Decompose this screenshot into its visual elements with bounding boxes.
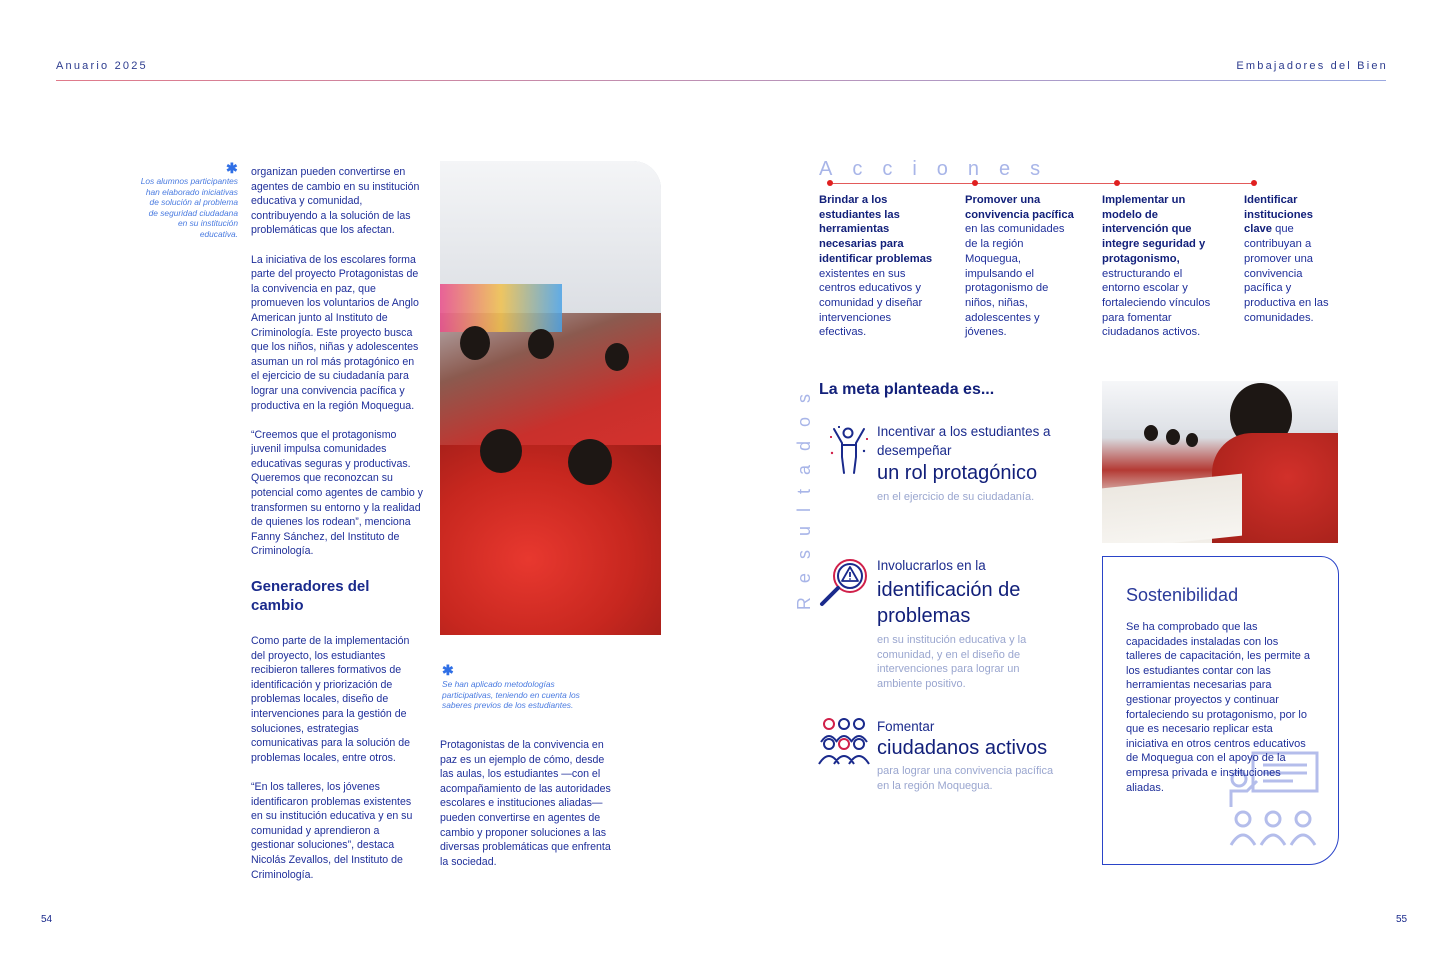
sostenibilidad-box <box>1102 556 1339 865</box>
accion-item: Brindar a los estudiantes las herramientas necesarias para identificar problemas existentes en sus centros educativos y comunidad y diseñar intervenciones efectivas. <box>819 194 933 339</box>
asterisk-icon: ✱ <box>226 160 238 176</box>
header-left: Anuario 2025 <box>56 60 148 72</box>
celebrating-person-icon <box>824 423 872 479</box>
asterisk-icon: ✱ <box>442 662 454 678</box>
acciones-timeline <box>828 183 1256 184</box>
paragraph: “Creemos que el protagonismo juvenil impulsa comunidades educativas seguras y productivas. Queremos que reconozcan su potencial como agentes de cambio y transformen su entorno y la realidad de quienes los rodean”, menciona Fanny Sánchez, del Instituto de Criminología. <box>251 428 423 558</box>
page-number-right: 55 <box>1396 914 1408 925</box>
students-photo <box>440 161 661 635</box>
acciones-title: Acciones <box>819 158 1061 180</box>
timeline-dot <box>1251 180 1257 186</box>
paragraph: La iniciativa de los escolares forma parte del proyecto Protagonistas de la convivencia en paz, que promueven los voluntarios de Anglo American junto al Instituto de Criminología. Este proyecto busca que los niños, niñas y adolescentes asuman un rol más protagónico en el ejercicio de su ciudadanía para lograr una convivencia pacífica y productiva en la región Moquegua. <box>251 253 419 412</box>
paragraph: “En los talleres, los jóvenes identificaron problemas existentes en su institución educativa y en su comunidad y aprendieron a gestionar soluciones”, destaca Nicolás Zevallos, del Instituto de Criminología. <box>251 780 413 881</box>
left-column-1b <box>251 634 425 897</box>
header-rule <box>56 80 1386 81</box>
resultado-item: Fomentar ciudadanos activos para lograr una convivencia pacífica en la región Moquegua. <box>877 719 1054 792</box>
magnifier-warning-icon <box>816 556 872 610</box>
resultado-item: Incentivar a los estudiantes a desempeñar un rol protagónico en el ejercicio de su ciudadanía. <box>877 424 1051 503</box>
side-note: Los alumnos participantes han elaborado iniciativas de solución al problema de seguridad ciudadana en su institución educativa. <box>140 176 238 239</box>
timeline-dot <box>827 180 833 186</box>
paragraph: Como parte de la implementación del proyecto, los estudiantes recibieron talleres formativos de identificación y priorización de problemas locales, diseño de intervenciones para la gestión de soluciones, estrategias comunicativas para la solución de problemas locales, entre otros. <box>251 635 410 764</box>
resultado-item: Involucrarlos en la identificación de problemas en su institución educativa y la comunidad, y en el diseño de intervenciones para lograr un ambiente positivo. <box>877 558 1027 690</box>
header-right: Embajadores del Bien <box>1236 60 1388 72</box>
subheading: Generadores del cambio <box>251 578 370 614</box>
accion-item: Implementar un modelo de intervención que integre seguridad y protagonismo, estructurando el entorno escolar y fortaleciendo vínculos para fomentar ciudadanos activos. <box>1102 194 1211 339</box>
accion-item: Promover una convivencia pacífica en las comunidades de la región Moquegua, impulsando el protagonismo de niños, niñas, adolescentes y jóvenes. <box>965 194 1074 339</box>
left-column-2: Protagonistas de la convivencia en paz es un ejemplo de cómo, desde las aulas, los estudiantes —con el acompañamiento de las autoridades escolares e instituciones aliadas— pueden convertirse en agentes de cambio y proponer soluciones a las diversas problemáticas que enfrenta la sociedad. <box>440 739 611 868</box>
resultados-vertical-label: Resultados <box>794 380 814 611</box>
sostenibilidad-body: Se ha comprobado que las capacidades instaladas con los talleres de capacitación, les permite a los estudiantes contar con las herramientas necesarias para gestionar proyectos y continuar fortaleciendo su protagonismo, por lo que es necesario replicar esta iniciativa en otros centros educativos de Moquegua con el apoyo de la empresa privada e instituciones aliadas. <box>1126 621 1311 794</box>
workshop-photo <box>1102 381 1338 543</box>
group-people-icon <box>816 716 872 766</box>
page-number-left: 54 <box>41 914 53 925</box>
photo-caption: Se han aplicado metodologías participativas, teniendo en cuenta los saberes previos de los estudiantes. <box>442 679 580 710</box>
paragraph: organizan pueden convertirse en agentes de cambio en su institución educativa y comunidad, contribuyendo a la solución de las problemáticas que los afectan. <box>251 166 420 237</box>
accion-item: Identificar instituciones clave que contribuyan a promover una convivencia pacífica y productiva en las comunidades. <box>1244 194 1329 324</box>
timeline-dot <box>1114 180 1120 186</box>
left-column-1 <box>251 165 423 574</box>
timeline-dot <box>972 180 978 186</box>
meta-title: La meta planteada es... <box>819 381 995 398</box>
sostenibilidad-title: Sostenibilidad <box>1126 585 1239 605</box>
